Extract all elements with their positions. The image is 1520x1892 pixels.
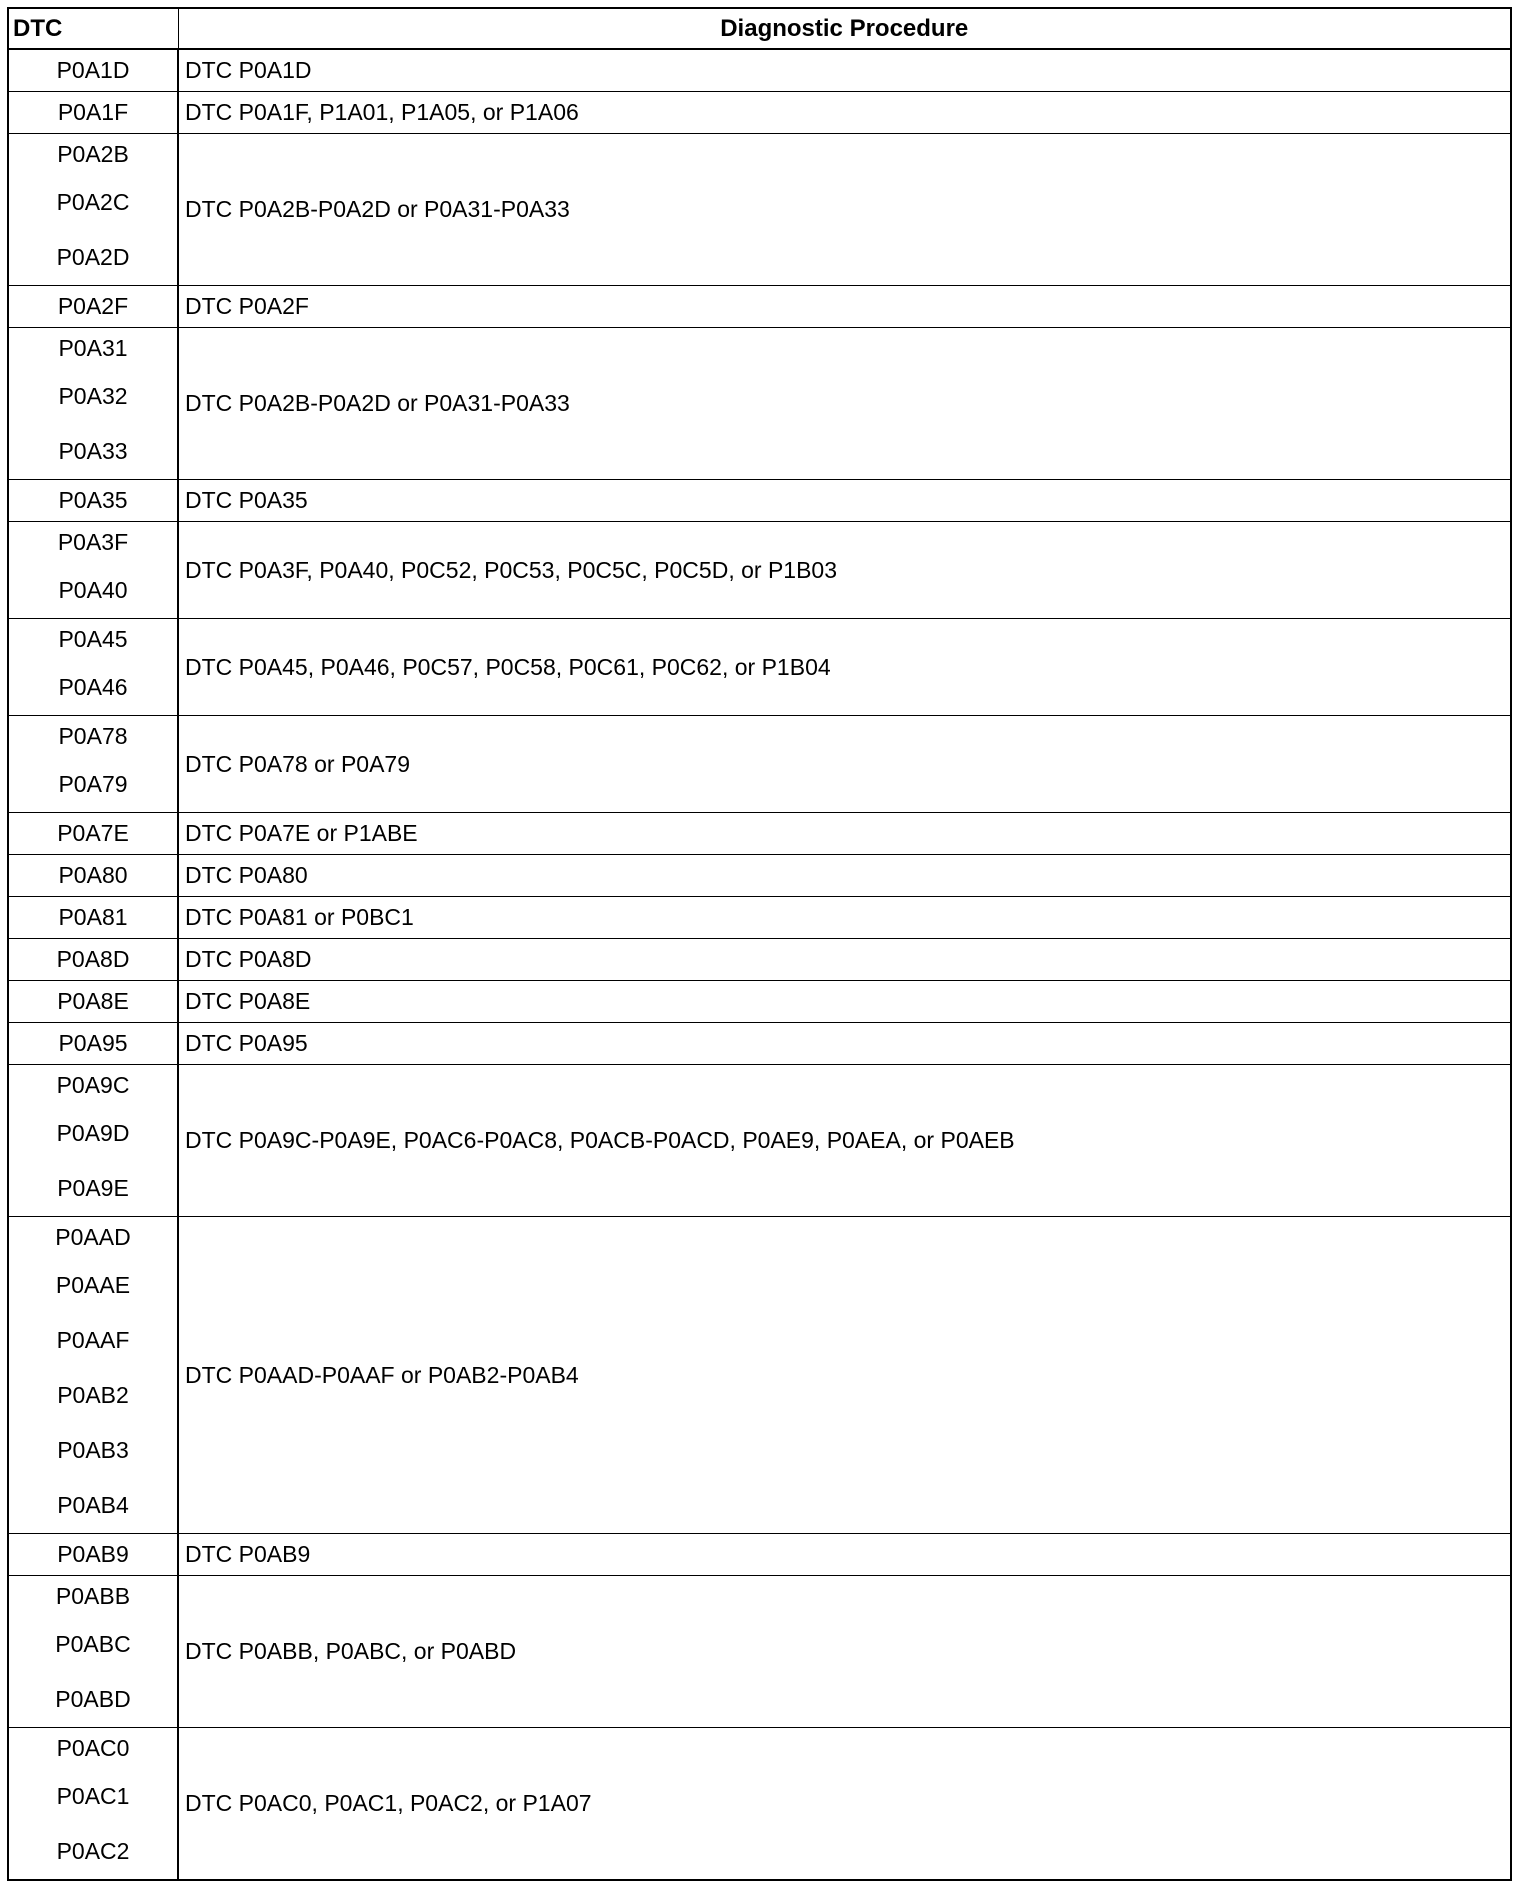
table-row xyxy=(8,328,1511,480)
diagnostic-procedure-link[interactable]: DTC P0A2B-P0A2D or P0A31-P0A33 xyxy=(178,134,1511,286)
dtc-code-cell xyxy=(8,49,178,92)
dtc-code: P0AC0 xyxy=(56,1735,130,1761)
dtc-code: P0A1D xyxy=(56,57,130,83)
dtc-code: P0ABD xyxy=(55,1686,131,1712)
dtc-code-cell xyxy=(8,286,178,328)
diagnostic-procedure-link[interactable]: DTC P0A78 or P0A79 xyxy=(178,716,1511,813)
table-row xyxy=(8,1728,1511,1881)
header-row xyxy=(8,8,1511,49)
table-row xyxy=(8,49,1511,92)
diagnostic-procedure-link[interactable]: DTC P0A81 or P0BC1 xyxy=(178,897,1511,939)
dtc-code: P0A8E xyxy=(57,988,129,1014)
dtc-code: P0A8D xyxy=(56,946,130,972)
table-body xyxy=(8,49,1511,1880)
table-row xyxy=(8,939,1511,981)
diagnostic-procedure-link[interactable]: DTC P0A45, P0A46, P0C57, P0C58, P0C61, P0C62, or P1B04 xyxy=(178,619,1511,716)
dtc-code: P0A35 xyxy=(58,487,128,513)
dtc-code-cell xyxy=(8,522,178,619)
dtc-code: P0A95 xyxy=(58,1030,128,1056)
dtc-code: P0A9C xyxy=(56,1072,130,1098)
dtc-code: P0A2C xyxy=(56,189,130,215)
dtc-code: P0A80 xyxy=(58,862,128,888)
diagnostic-procedure-link[interactable]: DTC P0A80 xyxy=(178,855,1511,897)
table-row xyxy=(8,1534,1511,1576)
dtc-code: P0AAF xyxy=(56,1327,130,1353)
diagnostic-procedure-link[interactable]: DTC P0A95 xyxy=(178,1023,1511,1065)
table-row xyxy=(8,813,1511,855)
table-row xyxy=(8,134,1511,286)
diagnostic-procedure-link[interactable]: DTC P0AC0, P0AC1, P0AC2, or P1A07 xyxy=(178,1728,1511,1881)
table-row xyxy=(8,1217,1511,1534)
dtc-code: P0A2F xyxy=(57,293,129,319)
dtc-code-cell xyxy=(8,1023,178,1065)
dtc-code: P0A33 xyxy=(58,438,128,464)
dtc-code: P0A40 xyxy=(58,577,128,603)
table-row xyxy=(8,619,1511,716)
dtc-code: P0A9D xyxy=(56,1120,130,1146)
table-row xyxy=(8,981,1511,1023)
dtc-code: P0A2B xyxy=(57,141,129,167)
dtc-code-cell xyxy=(8,939,178,981)
dtc-code-cell xyxy=(8,855,178,897)
dtc-code-cell xyxy=(8,92,178,134)
diagnostic-procedure-link[interactable]: DTC P0A1D xyxy=(178,49,1511,92)
dtc-code: P0AB3 xyxy=(57,1437,129,1463)
diagnostic-procedure-link[interactable]: DTC P0AAD-P0AAF or P0AB2-P0AB4 xyxy=(178,1217,1511,1534)
diagnostic-procedure-link[interactable]: DTC P0AB9 xyxy=(178,1534,1511,1576)
dtc-code: P0A46 xyxy=(58,674,128,700)
header-procedure: Diagnostic Procedure xyxy=(178,8,1511,49)
dtc-code-cell xyxy=(8,981,178,1023)
dtc-code: P0A45 xyxy=(58,626,128,652)
table-row xyxy=(8,286,1511,328)
dtc-code-cell xyxy=(8,134,178,286)
dtc-code-cell xyxy=(8,897,178,939)
dtc-code-cell xyxy=(8,1728,178,1881)
diagnostic-procedure-link[interactable]: DTC P0A35 xyxy=(178,480,1511,522)
diagnostic-procedure-link[interactable]: DTC P0A8D xyxy=(178,939,1511,981)
dtc-code: P0A3F xyxy=(57,529,129,555)
diagnostic-procedure-link[interactable]: DTC P0A8E xyxy=(178,981,1511,1023)
dtc-code: P0A7E xyxy=(57,820,129,846)
diagnostic-procedure-link[interactable]: DTC P0A1F, P1A01, P1A05, or P1A06 xyxy=(178,92,1511,134)
dtc-code-cell xyxy=(8,1534,178,1576)
table-row xyxy=(8,855,1511,897)
table-row xyxy=(8,92,1511,134)
diagnostic-procedure-link[interactable]: DTC P0A2B-P0A2D or P0A31-P0A33 xyxy=(178,328,1511,480)
dtc-code: P0ABB xyxy=(55,1583,131,1609)
dtc-code: P0A1F xyxy=(57,99,129,125)
table-row xyxy=(8,1065,1511,1217)
dtc-code: P0A2D xyxy=(56,244,130,270)
dtc-code-cell xyxy=(8,813,178,855)
dtc-code: P0ABC xyxy=(55,1631,131,1657)
table-row xyxy=(8,1576,1511,1728)
dtc-code-cell xyxy=(8,716,178,813)
dtc-code: P0A81 xyxy=(58,904,128,930)
dtc-code: P0AAD xyxy=(55,1224,131,1250)
dtc-code: P0A32 xyxy=(58,383,128,409)
dtc-code-cell xyxy=(8,1217,178,1534)
table-row xyxy=(8,716,1511,813)
diagnostic-procedure-link[interactable]: DTC P0A2F xyxy=(178,286,1511,328)
dtc-code-cell xyxy=(8,619,178,716)
dtc-code: P0A79 xyxy=(58,771,128,797)
dtc-code: P0AC2 xyxy=(56,1838,130,1864)
table-row xyxy=(8,480,1511,522)
dtc-code: P0A9E xyxy=(57,1175,129,1201)
diagnostic-procedure-link[interactable]: DTC P0A9C-P0A9E, P0AC6-P0AC8, P0ACB-P0ACD, P0AE9, P0AEA, or P0AEB xyxy=(178,1065,1511,1217)
dtc-code-cell xyxy=(8,1065,178,1217)
table-row xyxy=(8,522,1511,619)
dtc-code: P0AB9 xyxy=(57,1541,129,1567)
diagnostic-procedure-link[interactable]: DTC P0ABB, P0ABC, or P0ABD xyxy=(178,1576,1511,1728)
dtc-code-cell xyxy=(8,1576,178,1728)
diagnostic-procedure-link[interactable]: DTC P0A7E or P1ABE xyxy=(178,813,1511,855)
dtc-code: P0AC1 xyxy=(56,1783,130,1809)
dtc-code: P0AAE xyxy=(55,1272,131,1298)
dtc-table xyxy=(7,7,1512,1881)
dtc-code: P0AB2 xyxy=(57,1382,129,1408)
dtc-code-cell xyxy=(8,480,178,522)
diagnostic-procedure-link[interactable]: DTC P0A3F, P0A40, P0C52, P0C53, P0C5C, P0C5D, or P1B03 xyxy=(178,522,1511,619)
dtc-code: P0A31 xyxy=(58,335,128,361)
dtc-code: P0A78 xyxy=(58,723,128,749)
header-dtc: DTC xyxy=(8,8,178,49)
table-row xyxy=(8,897,1511,939)
table-row xyxy=(8,1023,1511,1065)
dtc-code: P0AB4 xyxy=(57,1492,129,1518)
dtc-code-cell xyxy=(8,328,178,480)
